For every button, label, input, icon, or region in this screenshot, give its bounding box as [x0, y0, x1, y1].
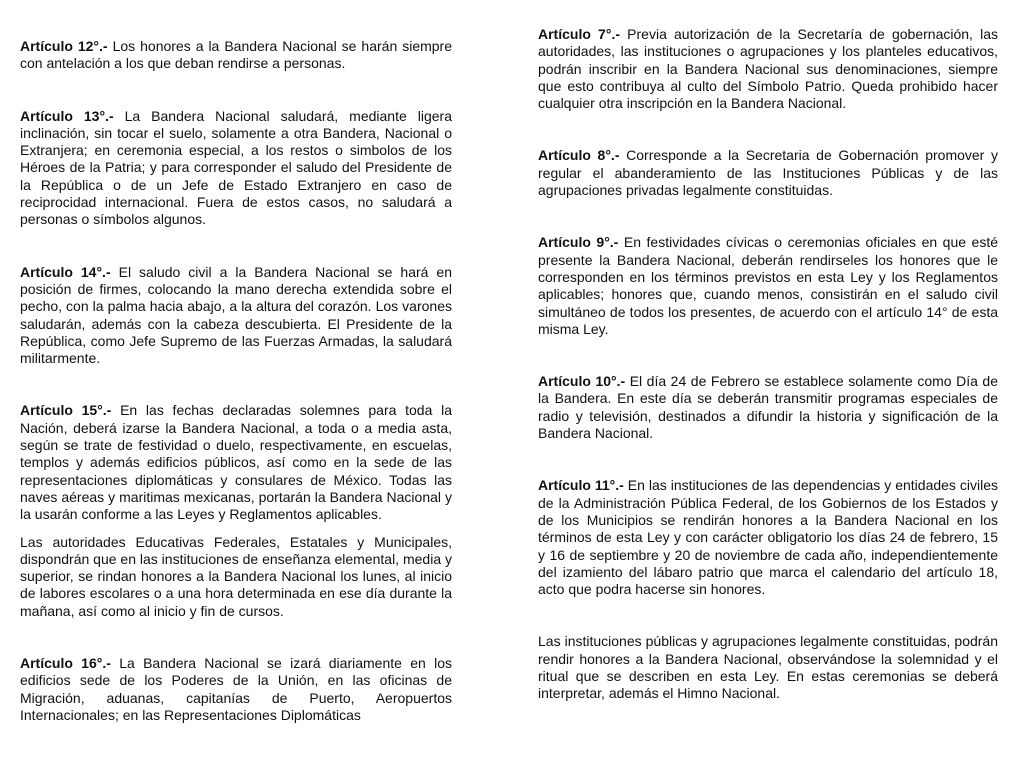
article-11 — [538, 477, 998, 598]
article-text: La Bandera Nacional se izará diariamente en los edificios sede de los Poderes de la Unión, en las oficinas de Migración, aduanas, capitanías de Puerto, Aeropuertos Internacionales; en las Representaciones Diplomáticas — [20, 655, 452, 723]
article-9 — [538, 234, 998, 338]
article-8 — [538, 147, 998, 199]
article-10 — [538, 373, 998, 442]
article-heading: Artículo 7°.- — [538, 26, 620, 42]
article-11-paragraph-2: Las instituciones públicas y agrupaciones legalmente constituidas, podrán rendir honores a la Bandera Nacional, observándose la solemnidad y el ritual que se describen en esta Ley. En estas ceremonias se deberá interpretar, además el Himno Nacional. — [538, 633, 998, 702]
article-text: El día 24 de Febrero se establece solamente como Día de la Bandera. En este día se deberán transmitir programas especiales de radio y televisión, destinados a difundir la historia y significación de la Bandera Nacional. — [538, 373, 999, 442]
article-heading: Artículo 16°.- — [20, 655, 111, 672]
article-heading: Artículo 8°.- — [538, 147, 620, 164]
article-heading: Artículo 11°.- — [538, 477, 624, 494]
article-16 — [20, 655, 452, 724]
article-text: El saludo civil a la Bandera Nacional se hará en posición de firmes, colocando la mano derecha extendida sobre el pecho, con la palma hacia abajo, a la altura del corazón. Los varones saludarán, además con la cabeza descubierta. El Presidente de la República, como Jefe Supremo de las Fuerzas Armadas, la saludará militarmente. — [20, 263, 453, 367]
article-15 — [20, 402, 452, 523]
article-text: En las fechas declaradas solemnes para toda la Nación, deberá izarse la Bandera Nacional, a toda o a media asta, según se trate de festividad o duelo, respectivamente, en escuelas, templos y además edificios públicos, así como en la sede de las representaciones diplomáticas y consulares de México. Todas las naves aéreas y maritimas mexicanas, portarán la Bandera Nacional y la usarán conforme a las Leyes y Reglamentos aplicables. — [20, 402, 452, 523]
article-7 — [538, 26, 998, 112]
article-heading: Artículo 15°.- — [20, 402, 112, 419]
right-column — [538, 26, 998, 703]
article-15-paragraph-2: Las autoridades Educativas Federales, Estatales y Municipales, dispondrán que en las instituciones de enseñanza elemental, media y superior, se rindan honores a la Bandera Nacional los lunes, al inicio de labores escolares o a una hora determinada en ese día durante la mañana, así como al inicio y fin de cursos. — [20, 533, 452, 619]
article-heading: Artículo 14°.- — [20, 263, 111, 280]
article-heading: Artículo 9°.- — [538, 234, 619, 251]
article-text: Los honores a la Bandera Nacional se harán siempre con antelación a los que deban rendirse a personas. — [20, 38, 452, 72]
article-text: Corresponde a la Secretaria de Gobernación promover y regular el abanderamiento de las Instituciones Públicas y de las agrupaciones privadas legalmente constituidas. — [538, 147, 998, 199]
left-column — [20, 38, 452, 724]
article-14 — [20, 264, 452, 368]
article-heading: Artículo 12°.- — [20, 38, 108, 54]
article-text: En festividades cívicas o ceremonias oficiales en que esté presente la Bandera Nacional, deberán rendirseles los honores que le corresponden en los términos previstos en esta Ley y los Reglamentos aplicables; honores que, cuando menos, consistirán en el saludo civil simultáneo de todos los presentes, de acuerdo con el artículo 14° de esta misma Ley. — [538, 234, 999, 337]
article-text: En las instituciones de las dependencias y entidades civiles de la Administración Pública Federal, de los Gobiernos de los Estados y de los Municipios se rendirán honores a la Bandera Nacional en los términos de esta Ley y con carácter obligatorio los días 24 de febrero, 15 y 16 de septiembre y 20 de noviembre de cada año, independientemente del izamiento del lábaro patrio que marca el calendario del artículo 18, acto que podra hacerse sin honores. — [538, 477, 999, 598]
article-text: La Bandera Nacional saludará, mediante ligera inclinación, sin tocar el suelo, solamente a otra Bandera, Nacional o Extranjera; en ceremonia especial, a los restos o simbolos de los Héroes de la Patria; y para corresponder el saludo del Presidente de la República o de un Jefe de Estado Extranjero en caso de reciprocidad internacional. Fuera de estos casos, no saludará a personas o símbolos algunos. — [20, 107, 452, 228]
article-heading: Artículo 13°.- — [20, 107, 114, 124]
article-13 — [20, 108, 452, 229]
article-text: Previa autorización de la Secretaría de gobernación, las autoridades, las instituciones o agrupaciones y los planteles educativos, podrán inscribir en la Bandera Nacional sus denominaciones, siempre que esto contribuya al culto del Símbolo Patrio. Queda prohibido hacer cualquier otra inscripción en la Bandera Nacional. — [538, 26, 999, 112]
article-heading: Artículo 10°.- — [538, 373, 626, 390]
article-12 — [20, 38, 452, 73]
